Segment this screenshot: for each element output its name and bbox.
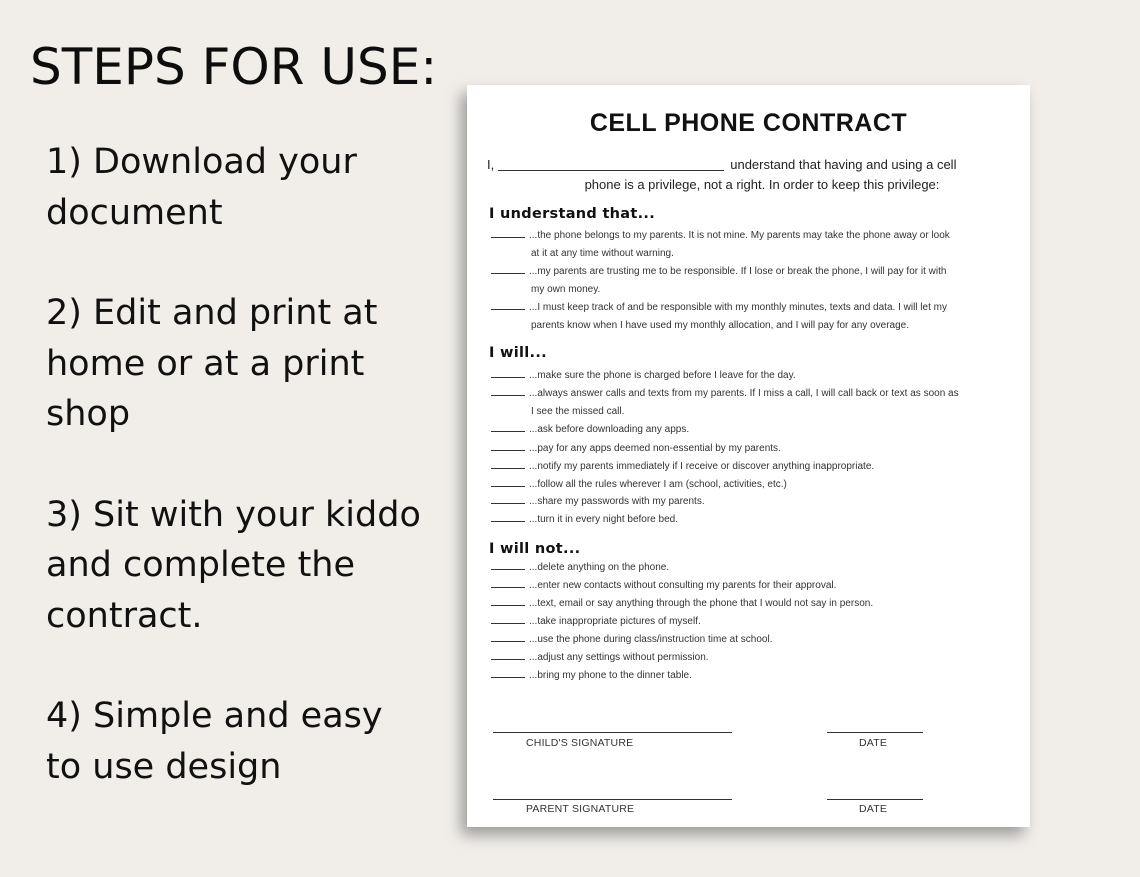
child-signature-line: [493, 732, 732, 733]
list-item: [491, 667, 1026, 685]
initial-blank-line: [491, 228, 525, 238]
steps-list: [46, 137, 446, 842]
list-item: [491, 511, 1026, 529]
item-text: ...use the phone during class/instruction time at school.: [529, 634, 773, 645]
list-item: [491, 458, 1026, 476]
item-text: ...my parents are trusting me to be responsible. If I lose or break the phone, I will pay for it with: [529, 266, 947, 277]
initial-blank-line: [491, 596, 525, 606]
initial-blank-line: [491, 578, 525, 588]
parent-signature-label: PARENT SIGNATURE: [526, 803, 635, 815]
list-item: [491, 385, 1026, 421]
list-item: [491, 613, 1026, 631]
initial-blank-line: [491, 386, 525, 396]
initial-blank-line: [491, 632, 525, 642]
list-item: [491, 263, 1026, 299]
initial-blank-line: [491, 614, 525, 624]
list-item: [491, 649, 1026, 667]
item-text: ...follow all the rules wherever I am (school, activities, etc.): [529, 479, 787, 490]
item-text-cont: I see the missed call.: [531, 406, 625, 417]
list-item: [491, 421, 1026, 439]
intro-prefix: I,: [487, 157, 495, 172]
initial-blank-line: [491, 494, 525, 504]
list-item: [491, 299, 1026, 335]
list-item: [491, 577, 1026, 595]
initial-blank-line: [491, 560, 525, 570]
section-understand-heading: I understand that...: [489, 206, 656, 222]
contract-document-preview: [467, 85, 1030, 827]
initial-blank-line: [491, 441, 525, 451]
name-blank-line: [498, 170, 724, 171]
step-download: 1) Download your document: [46, 142, 357, 233]
list-item: [491, 476, 1026, 494]
item-text: ...ask before downloading any apps.: [529, 424, 690, 435]
item-text: ...make sure the phone is charged before I leave for the day.: [529, 370, 796, 381]
section-will-heading: I will...: [489, 345, 547, 361]
parent-signature-line: [493, 799, 732, 800]
list-item: [491, 227, 1026, 263]
initial-blank-line: [491, 477, 525, 487]
list-item: [491, 631, 1026, 649]
initial-blank-line: [491, 422, 525, 432]
intro-line-2: phone is a privilege, not a right. In order to keep this privilege:: [584, 177, 940, 192]
item-text: ...always answer calls and texts from my parents. If I miss a call, I will call back or text as soon as: [529, 388, 959, 399]
child-date-line: [827, 732, 923, 733]
list-item: [491, 367, 1026, 385]
page-heading: STEPS FOR USE:: [30, 38, 438, 96]
contract-title: CELL PHONE CONTRACT: [589, 109, 908, 137]
item-text-cont: parents know when I have used my monthly allocation, and I will pay for any overage.: [531, 320, 909, 331]
item-text: ...I must keep track of and be responsible with my monthly minutes, texts and data. I will let my: [529, 302, 947, 313]
item-text: ...notify my parents immediately if I receive or discover anything inappropriate.: [529, 461, 875, 472]
item-text: ...share my passwords with my parents.: [529, 496, 705, 507]
item-text-cont: my own money.: [531, 284, 601, 295]
step-complete-contract: 3) Sit with your kiddo and complete the contract.: [46, 494, 421, 636]
item-text: ...delete anything on the phone.: [529, 562, 670, 573]
child-signature-label: CHILD'S SIGNATURE: [526, 737, 634, 749]
item-text: ...pay for any apps deemed non-essential by my parents.: [529, 443, 781, 454]
list-item: [491, 440, 1026, 458]
item-text: ...bring my phone to the dinner table.: [529, 670, 692, 681]
step-edit-print: 2) Edit and print at home or at a print shop: [46, 293, 378, 434]
initial-blank-line: [491, 368, 525, 378]
item-text: ...adjust any settings without permission.: [529, 652, 709, 663]
section-will-not-heading: I will not...: [489, 541, 581, 557]
initial-blank-line: [491, 512, 525, 522]
item-text: ...the phone belongs to my parents. It is not mine. My parents may take the phone away or look: [529, 230, 950, 241]
initial-blank-line: [491, 300, 525, 310]
item-text-cont: at it at any time without warning.: [531, 248, 674, 259]
parent-date-line: [827, 799, 923, 800]
initial-blank-line: [491, 668, 525, 678]
initial-blank-line: [491, 650, 525, 660]
intro-line-1: understand that having and using a cell: [730, 157, 957, 172]
item-text: ...text, email or say anything through the phone that I would not say in person.: [529, 598, 874, 609]
list-item: [491, 595, 1026, 613]
parent-date-label: DATE: [859, 803, 888, 815]
item-text: ...take inappropriate pictures of myself.: [529, 616, 701, 627]
item-text: ...enter new contacts without consulting my parents for their approval.: [529, 580, 837, 591]
initial-blank-line: [491, 459, 525, 469]
child-date-label: DATE: [859, 737, 888, 749]
item-text: ...turn it in every night before bed.: [529, 514, 678, 525]
list-item: [491, 559, 1026, 577]
step-simple-design: 4) Simple and easy to use design: [46, 696, 383, 787]
initial-blank-line: [491, 264, 525, 274]
contract-intro: [487, 155, 1007, 195]
list-item: [491, 493, 1026, 511]
